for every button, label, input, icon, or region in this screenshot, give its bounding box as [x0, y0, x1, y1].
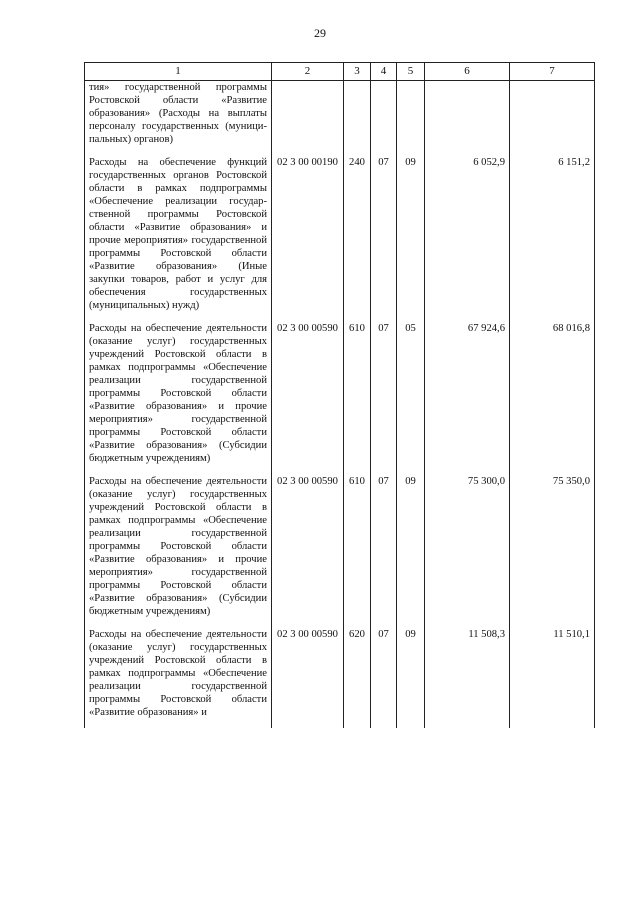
table-row — [85, 81, 595, 156]
row-section: 07 — [371, 627, 397, 728]
row-amount-2 — [510, 81, 595, 156]
row-subsection: 05 — [397, 321, 425, 474]
table-row — [85, 474, 595, 627]
row-target-article: 02 3 00 00590 — [272, 321, 344, 474]
row-amount-1: 67 924,6 — [425, 321, 510, 474]
row-amount-1: 75 300,0 — [425, 474, 510, 627]
row-subsection: 09 — [397, 155, 425, 321]
column-header-5: 5 — [397, 63, 425, 81]
row-target-article: 02 3 00 00590 — [272, 474, 344, 627]
row-expense-type — [344, 81, 371, 156]
row-section: 07 — [371, 321, 397, 474]
row-subsection: 09 — [397, 627, 425, 728]
row-expense-type: 610 — [344, 474, 371, 627]
column-header-3: 3 — [344, 63, 371, 81]
column-header-2: 2 — [272, 63, 344, 81]
table-header-row — [85, 63, 595, 81]
row-description: тия» государственной программы Ростовской области «Развитие образования» (Расходы на выплаты персоналу государственных (муниципальных) органов) — [85, 81, 272, 156]
row-description: Расходы на обеспечение деятельности (оказание услуг) государственных учреждений Ростовской области в рамках подпрограммы «Обеспечение реализации государственной программы Ростовской области «Развитие образования» и прочие мероприятия» государственной программы Ростовской области «Развитие образования» (Субсидии бюджетным учреждениям) — [85, 474, 272, 627]
row-section — [371, 81, 397, 156]
column-header-7: 7 — [510, 63, 595, 81]
table-row — [85, 627, 595, 728]
row-description: Расходы на обеспечение деятельности (оказание услуг) государственных учреждений Ростовской области в рамках подпрограммы «Обеспечение реализации государственной программы Ростовской области «Развитие образования» и — [85, 627, 272, 728]
row-expense-type: 620 — [344, 627, 371, 728]
row-target-article: 02 3 00 00590 — [272, 627, 344, 728]
row-amount-2: 11 510,1 — [510, 627, 595, 728]
row-amount-2: 6 151,2 — [510, 155, 595, 321]
column-header-6: 6 — [425, 63, 510, 81]
row-expense-type: 240 — [344, 155, 371, 321]
row-amount-2: 75 350,0 — [510, 474, 595, 627]
row-amount-1: 11 508,3 — [425, 627, 510, 728]
table-row — [85, 155, 595, 321]
row-expense-type: 610 — [344, 321, 371, 474]
row-section: 07 — [371, 155, 397, 321]
row-target-article: 02 3 00 00190 — [272, 155, 344, 321]
row-description: Расходы на обеспечение деятельности (оказание услуг) государственных учреждений Ростовской области в рамках подпрограммы «Обеспечение реализации государственной программы Ростовской области «Развитие образования» и прочие мероприятия» государственной программы Ростовской области «Развитие образования» (Субсидии бюджетным учреждениям) — [85, 321, 272, 474]
row-description: Расходы на обеспечение функций государственных органов Ростовской области в рамках подпрограммы «Обеспечение реализации государственной программы Ростовской области «Развитие образования» и прочие мероприятия» государственной программы Ростовской области «Развитие образования» (Иные закупки товаров, работ и услуг для обеспечения государственных (муниципальных) нужд) — [85, 155, 272, 321]
row-section: 07 — [371, 474, 397, 627]
budget-table — [84, 62, 595, 728]
row-amount-2: 68 016,8 — [510, 321, 595, 474]
column-header-4: 4 — [371, 63, 397, 81]
row-amount-1: 6 052,9 — [425, 155, 510, 321]
row-amount-1 — [425, 81, 510, 156]
table-row — [85, 321, 595, 474]
column-header-1: 1 — [85, 63, 272, 81]
row-target-article — [272, 81, 344, 156]
page-number: 29 — [314, 26, 326, 40]
row-subsection — [397, 81, 425, 156]
row-subsection: 09 — [397, 474, 425, 627]
